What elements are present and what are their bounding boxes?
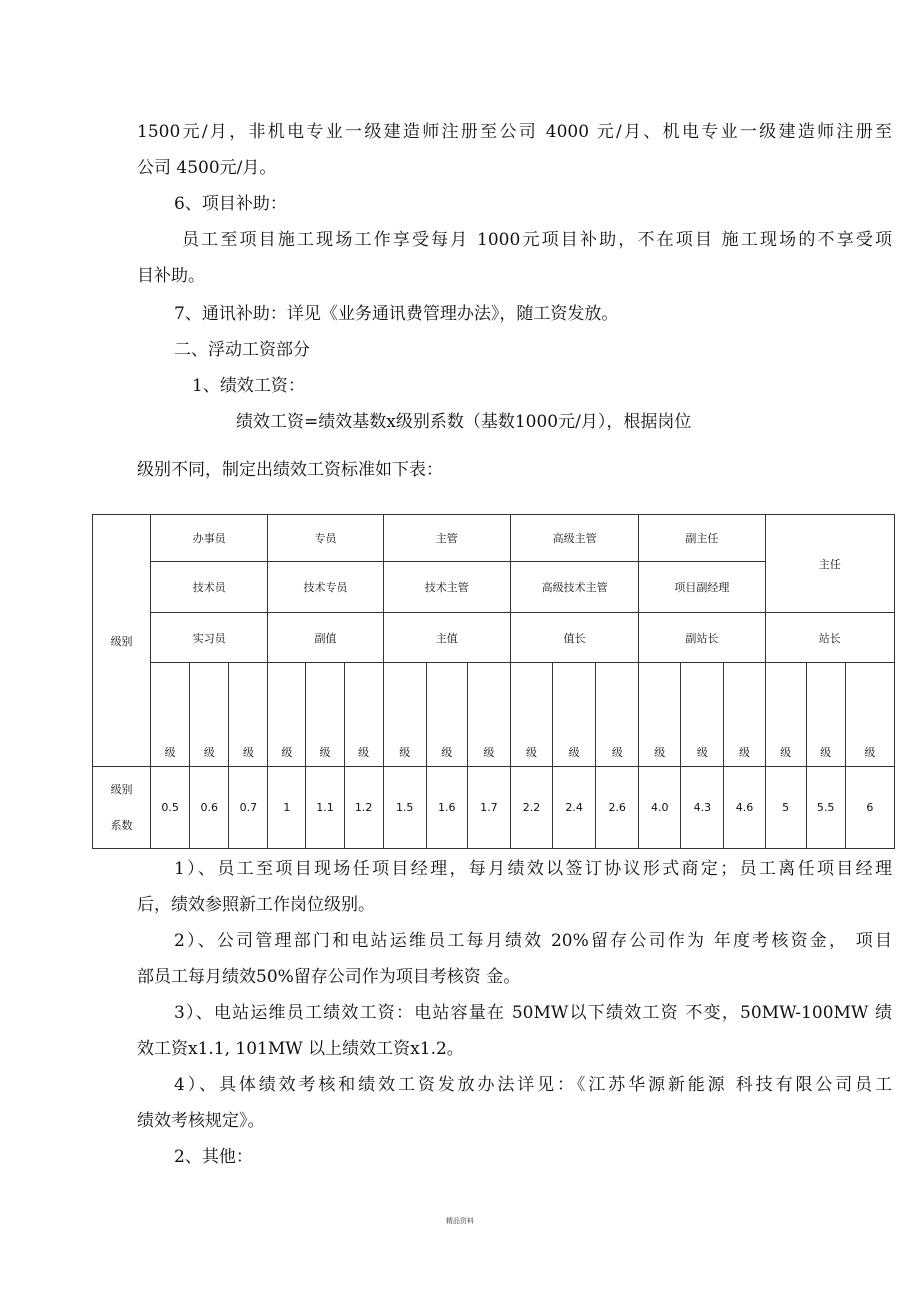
level-cell: 级 xyxy=(467,663,510,767)
grade-title-cell: 主管 xyxy=(383,515,510,562)
coef-label-line2: 系数 xyxy=(110,818,133,832)
row-label-cell: 级别 xyxy=(93,515,151,767)
grade-coefficient-table xyxy=(92,514,895,849)
grade-title-cell: 办事员 xyxy=(151,515,268,562)
level-cell: 级 xyxy=(765,663,806,767)
coefficient-cell: 0.7 xyxy=(229,767,268,849)
grade-title-cell: 专员 xyxy=(268,515,383,562)
coefficient-cell: 1.1 xyxy=(306,767,344,849)
section-heading: 6、项目补助： xyxy=(174,194,287,214)
subsection-heading: 1、绩效工资： xyxy=(192,376,305,396)
level-cell: 级 xyxy=(344,663,383,767)
note-line: 部员工每月绩效50%留存公司作为项目考核资 金。 xyxy=(137,967,521,987)
grade-title-cell: 副主任 xyxy=(639,515,765,562)
level-cell: 级 xyxy=(426,663,467,767)
note-line: 2）、公司管理部门和电站运维员工每月绩效 20%留存公司作为 年度考核资金， 项目 xyxy=(174,931,892,951)
note-line: 1）、员工至项目现场任项目经理，每月绩效以签订协议形式商定；员工离任项目经理 xyxy=(174,859,892,879)
note-line: 后，绩效参照新工作岗位级别。 xyxy=(137,895,375,915)
coefficient-cell: 4.6 xyxy=(724,767,765,849)
section-heading: 二、浮动工资部分 xyxy=(174,340,310,360)
section-heading: 7、通讯补助：详见《业务通讯费管理办法》，随工资发放。 xyxy=(174,304,619,324)
grade-title-cell: 技术员 xyxy=(151,562,268,613)
coefficient-cell: 1.7 xyxy=(467,767,510,849)
level-cell: 级 xyxy=(845,663,894,767)
coefficient-cell: 4.3 xyxy=(681,767,724,849)
coefficient-cell: 2.6 xyxy=(596,767,639,849)
coefficient-cell: 6 xyxy=(845,767,894,849)
grade-title-cell: 站长 xyxy=(765,613,894,663)
grade-title-cell: 高级技术主管 xyxy=(510,562,638,613)
grade-title-cell: 主值 xyxy=(383,613,510,663)
level-cell: 级 xyxy=(596,663,639,767)
grade-title-cell: 项目副经理 xyxy=(639,562,765,613)
grade-title-cell: 技术主管 xyxy=(383,562,510,613)
grade-title-cell: 副值 xyxy=(268,613,383,663)
grade-title-cell: 主任 xyxy=(765,515,894,613)
level-cell: 级 xyxy=(510,663,552,767)
note-line: 绩效考核规定》。 xyxy=(137,1111,265,1131)
grade-title-cell: 实习员 xyxy=(151,613,268,663)
level-cell: 级 xyxy=(306,663,344,767)
coefficient-cell: 1.5 xyxy=(383,767,426,849)
coefficient-cell: 5.5 xyxy=(806,767,845,849)
coef-label-line1: 级别 xyxy=(110,782,133,796)
level-cell: 级 xyxy=(268,663,306,767)
coefficient-cell: 0.5 xyxy=(151,767,190,849)
note-line: 3）、电站运维员工绩效工资：电站容量在 50MW以下绩效工资 不变，50MW-100MW 绩 xyxy=(174,1003,892,1023)
level-cell: 级 xyxy=(639,663,681,767)
grade-title-cell: 值长 xyxy=(510,613,638,663)
level-cell: 级 xyxy=(806,663,845,767)
para-line: 目补助。 xyxy=(137,266,205,286)
level-cell: 级 xyxy=(229,663,268,767)
level-cell: 级 xyxy=(553,663,596,767)
level-cell: 级 xyxy=(383,663,426,767)
coefficient-cell: 2.4 xyxy=(553,767,596,849)
note-line: 效工资x1.1, 101MW 以上绩效工资x1.2。 xyxy=(137,1039,464,1059)
footer-text: 精品资料 xyxy=(446,1217,474,1225)
level-cell: 级 xyxy=(151,663,190,767)
grade-title-cell: 高级主管 xyxy=(510,515,638,562)
coefficient-cell: 2.2 xyxy=(510,767,552,849)
level-cell: 级 xyxy=(681,663,724,767)
grade-title-cell: 技术专员 xyxy=(268,562,383,613)
para-line: 员工至项目施工现场工作享受每月 1000元项目补助，不在项目 施工现场的不享受项 xyxy=(182,230,892,250)
para-line: 公司 4500元/月。 xyxy=(137,158,277,178)
level-cell: 级 xyxy=(724,663,765,767)
grade-title-cell: 副站长 xyxy=(639,613,765,663)
para-line: 1500元/月，非机电专业一级建造师注册至公司 4000 元/月、机电专业一级建造师注册至 xyxy=(137,122,892,142)
note-line: 4）、具体绩效考核和绩效工资发放办法详见：《江苏华源新能源 科技有限公司员工 xyxy=(174,1075,892,1095)
coefficient-cell: 4.0 xyxy=(639,767,681,849)
coefficient-cell: 1.2 xyxy=(344,767,383,849)
formula-line: 绩效工资=绩效基数x级别系数（基数1000元/月），根据岗位 xyxy=(236,412,692,432)
subsection-heading: 2、其他： xyxy=(174,1147,253,1167)
coefficient-cell: 0.6 xyxy=(190,767,229,849)
coef-label-cell xyxy=(93,767,151,849)
coefficient-cell: 1 xyxy=(268,767,306,849)
para-line: 级别不同，制定出绩效工资标准如下表： xyxy=(137,460,443,480)
coefficient-cell: 1.6 xyxy=(426,767,467,849)
level-cell: 级 xyxy=(190,663,229,767)
coefficient-cell: 5 xyxy=(765,767,806,849)
